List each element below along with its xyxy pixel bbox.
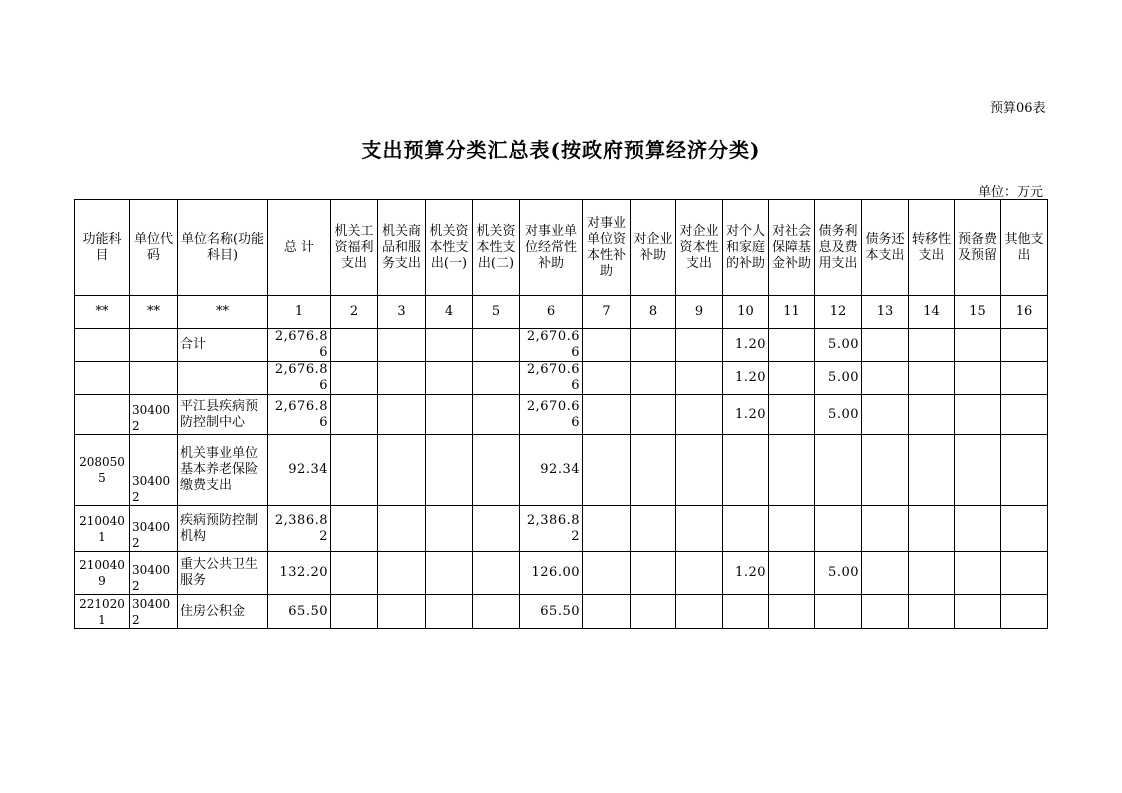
amount-cell xyxy=(473,362,520,395)
amount-cell xyxy=(473,435,520,506)
unit-name-cell: 重大公共卫生服务 xyxy=(178,552,268,595)
unit-code-cell: 304002 xyxy=(130,506,178,552)
amount-cell xyxy=(378,329,426,362)
amount-cell xyxy=(473,552,520,595)
column-index: 13 xyxy=(862,296,909,329)
amount-cell xyxy=(426,552,473,595)
amount-cell: 5.00 xyxy=(815,395,862,435)
unit-name-cell: 平江县疾病预防控制中心 xyxy=(178,395,268,435)
amount-cell xyxy=(378,552,426,595)
amount-cell: 1.20 xyxy=(723,362,769,395)
amount-cell xyxy=(769,395,815,435)
amount-cell xyxy=(909,595,955,629)
amount-cell xyxy=(676,362,723,395)
column-index: 4 xyxy=(426,296,473,329)
column-index: 15 xyxy=(955,296,1001,329)
unit-label: 单位：万元 xyxy=(978,185,1044,200)
amount-cell xyxy=(583,506,631,552)
amount-cell xyxy=(426,506,473,552)
amount-cell xyxy=(378,362,426,395)
column-header: 对事业单位资本性补助 xyxy=(583,200,631,296)
column-index: 3 xyxy=(378,296,426,329)
header-row xyxy=(75,200,1048,296)
amount-cell xyxy=(955,595,1001,629)
amount-cell xyxy=(862,506,909,552)
column-index: 5 xyxy=(473,296,520,329)
unit-code-cell xyxy=(130,329,178,362)
amount-cell xyxy=(473,329,520,362)
page-title: 支出预算分类汇总表(按政府预算经济分类) xyxy=(361,138,761,162)
function-code-cell: 2100401 xyxy=(75,506,130,552)
amount-cell xyxy=(331,506,378,552)
amount-cell: 65.50 xyxy=(268,595,331,629)
amount-cell: 5.00 xyxy=(815,552,862,595)
unit-code-cell: 304002 xyxy=(130,435,178,506)
column-index: 6 xyxy=(520,296,583,329)
column-index: 12 xyxy=(815,296,862,329)
column-header: 机关资本性支出(一) xyxy=(426,200,473,296)
amount-cell xyxy=(955,506,1001,552)
column-header: 机关商品和服务支出 xyxy=(378,200,426,296)
column-header: 单位名称(功能科目) xyxy=(178,200,268,296)
amount-cell xyxy=(1001,435,1048,506)
amount-cell xyxy=(769,435,815,506)
unit-name-cell xyxy=(178,362,268,395)
amount-cell xyxy=(631,329,676,362)
index-row xyxy=(75,296,1048,329)
amount-cell: 5.00 xyxy=(815,362,862,395)
amount-cell xyxy=(862,595,909,629)
amount-cell xyxy=(1001,329,1048,362)
amount-cell: 2,676.86 xyxy=(268,362,331,395)
column-header: 机关工资福利支出 xyxy=(331,200,378,296)
amount-cell xyxy=(676,595,723,629)
amount-cell xyxy=(862,552,909,595)
column-header: 机关资本性支出(二) xyxy=(473,200,520,296)
column-header: 债务还本支出 xyxy=(862,200,909,296)
column-header: 对事业单位经常性补助 xyxy=(520,200,583,296)
unit-code-cell xyxy=(130,362,178,395)
column-header: 预备费及预留 xyxy=(955,200,1001,296)
column-header: 对企业补助 xyxy=(631,200,676,296)
amount-cell xyxy=(631,595,676,629)
amount-cell xyxy=(583,552,631,595)
column-index: 2 xyxy=(331,296,378,329)
amount-cell: 2,670.66 xyxy=(520,395,583,435)
amount-cell xyxy=(955,329,1001,362)
amount-cell xyxy=(862,329,909,362)
amount-cell xyxy=(862,362,909,395)
function-code-cell xyxy=(75,395,130,435)
function-code-cell: 2080505 xyxy=(75,435,130,506)
amount-cell xyxy=(378,395,426,435)
function-code-cell xyxy=(75,362,130,395)
column-header: 转移性支出 xyxy=(909,200,955,296)
amount-cell xyxy=(862,435,909,506)
table-row xyxy=(75,552,1048,595)
column-index: 11 xyxy=(769,296,815,329)
amount-cell xyxy=(1001,362,1048,395)
unit-code-cell: 304002 xyxy=(130,595,178,629)
amount-cell xyxy=(909,329,955,362)
table-row xyxy=(75,595,1048,629)
amount-cell xyxy=(723,506,769,552)
amount-cell: 1.20 xyxy=(723,395,769,435)
amount-cell xyxy=(331,362,378,395)
amount-cell xyxy=(1001,506,1048,552)
amount-cell xyxy=(723,435,769,506)
amount-cell xyxy=(862,395,909,435)
amount-cell xyxy=(331,435,378,506)
column-header: 其他支出 xyxy=(1001,200,1048,296)
unit-name-cell: 机关事业单位基本养老保险缴费支出 xyxy=(178,435,268,506)
column-index: 9 xyxy=(676,296,723,329)
amount-cell xyxy=(631,552,676,595)
function-code-cell xyxy=(75,329,130,362)
function-code-cell: 2100409 xyxy=(75,552,130,595)
table-row xyxy=(75,506,1048,552)
column-header: 对企业资本性支出 xyxy=(676,200,723,296)
amount-cell xyxy=(378,506,426,552)
column-header: 总 计 xyxy=(268,200,331,296)
amount-cell: 2,386.82 xyxy=(520,506,583,552)
amount-cell xyxy=(426,395,473,435)
column-header: 对社会保障基金补助 xyxy=(769,200,815,296)
column-index: ** xyxy=(75,296,130,329)
amount-cell xyxy=(631,435,676,506)
amount-cell xyxy=(583,395,631,435)
amount-cell: 2,676.86 xyxy=(268,329,331,362)
column-header: 功能科目 xyxy=(75,200,130,296)
amount-cell xyxy=(631,362,676,395)
amount-cell xyxy=(583,329,631,362)
column-index: 8 xyxy=(631,296,676,329)
amount-cell xyxy=(815,435,862,506)
unit-name-cell: 疾病预防控制机构 xyxy=(178,506,268,552)
column-header: 对个人和家庭的补助 xyxy=(723,200,769,296)
amount-cell xyxy=(955,435,1001,506)
amount-cell: 2,676.86 xyxy=(268,395,331,435)
table-row xyxy=(75,435,1048,506)
column-index: 16 xyxy=(1001,296,1048,329)
column-header: 债务利息及费用支出 xyxy=(815,200,862,296)
amount-cell xyxy=(815,506,862,552)
amount-cell: 5.00 xyxy=(815,329,862,362)
amount-cell xyxy=(955,395,1001,435)
amount-cell xyxy=(909,435,955,506)
amount-cell xyxy=(955,362,1001,395)
amount-cell xyxy=(426,435,473,506)
amount-cell xyxy=(426,362,473,395)
amount-cell xyxy=(769,362,815,395)
unit-code-cell: 304002 xyxy=(130,552,178,595)
amount-cell: 92.34 xyxy=(268,435,331,506)
amount-cell: 126.00 xyxy=(520,552,583,595)
table-row xyxy=(75,395,1048,435)
amount-cell: 1.20 xyxy=(723,329,769,362)
amount-cell xyxy=(723,595,769,629)
amount-cell xyxy=(583,362,631,395)
amount-cell: 65.50 xyxy=(520,595,583,629)
amount-cell: 92.34 xyxy=(520,435,583,506)
amount-cell xyxy=(676,435,723,506)
amount-cell xyxy=(1001,552,1048,595)
amount-cell xyxy=(583,595,631,629)
amount-cell xyxy=(583,435,631,506)
amount-cell xyxy=(331,395,378,435)
amount-cell xyxy=(909,362,955,395)
amount-cell xyxy=(769,506,815,552)
amount-cell xyxy=(331,552,378,595)
amount-cell xyxy=(331,329,378,362)
amount-cell: 2,670.66 xyxy=(520,329,583,362)
amount-cell xyxy=(815,595,862,629)
amount-cell xyxy=(1001,395,1048,435)
amount-cell xyxy=(473,395,520,435)
form-number: 预算06表 xyxy=(990,101,1046,116)
function-code-cell: 2210201 xyxy=(75,595,130,629)
amount-cell xyxy=(909,552,955,595)
amount-cell: 132.20 xyxy=(268,552,331,595)
amount-cell xyxy=(378,435,426,506)
amount-cell xyxy=(676,395,723,435)
unit-name-cell: 合计 xyxy=(178,329,268,362)
column-index: 7 xyxy=(583,296,631,329)
amount-cell xyxy=(769,552,815,595)
amount-cell xyxy=(631,395,676,435)
amount-cell xyxy=(631,506,676,552)
amount-cell xyxy=(909,506,955,552)
column-index: 10 xyxy=(723,296,769,329)
amount-cell xyxy=(378,595,426,629)
amount-cell xyxy=(676,552,723,595)
expenditure-summary-table xyxy=(74,199,1048,629)
column-index: ** xyxy=(178,296,268,329)
amount-cell xyxy=(676,329,723,362)
amount-cell: 1.20 xyxy=(723,552,769,595)
unit-name-cell: 住房公积金 xyxy=(178,595,268,629)
column-index: ** xyxy=(130,296,178,329)
amount-cell xyxy=(1001,595,1048,629)
amount-cell xyxy=(909,395,955,435)
table-row xyxy=(75,329,1048,362)
amount-cell xyxy=(473,506,520,552)
amount-cell xyxy=(426,329,473,362)
amount-cell xyxy=(331,595,378,629)
amount-cell xyxy=(473,595,520,629)
column-index: 1 xyxy=(268,296,331,329)
amount-cell: 2,670.66 xyxy=(520,362,583,395)
amount-cell xyxy=(955,552,1001,595)
column-header: 单位代码 xyxy=(130,200,178,296)
amount-cell xyxy=(426,595,473,629)
amount-cell xyxy=(769,595,815,629)
table-row xyxy=(75,362,1048,395)
unit-code-cell: 304002 xyxy=(130,395,178,435)
amount-cell: 2,386.82 xyxy=(268,506,331,552)
column-index: 14 xyxy=(909,296,955,329)
amount-cell xyxy=(769,329,815,362)
amount-cell xyxy=(676,506,723,552)
